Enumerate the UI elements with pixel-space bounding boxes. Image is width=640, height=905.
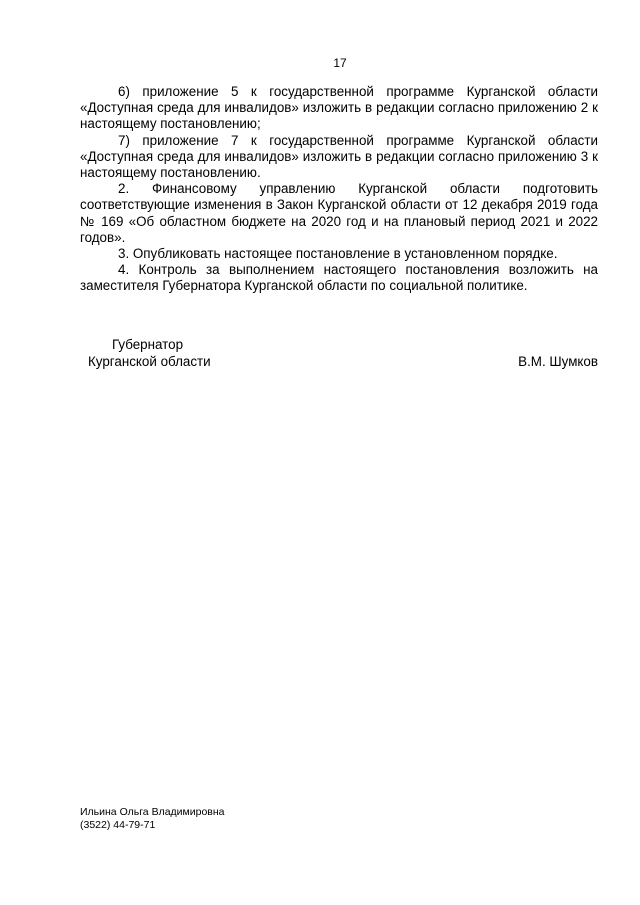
document-body bbox=[80, 84, 598, 295]
signature-row bbox=[80, 353, 598, 370]
page-number: 17 bbox=[333, 56, 347, 70]
executor-footer bbox=[80, 806, 225, 832]
paragraph-finance-department: 2. Финансовому управлению Курганской области подготовить соответствующие изменения в Закон Курганской области от 12 декабря 2019 года № 169 «Об областном бюджете на 2020 год и на плановый период 2021 и 2022 годов». bbox=[80, 181, 598, 245]
paragraph-item-7: 7) приложение 7 к государственной программе Курганской области «Доступная среда для инвалидов» изложить в редакции согласно приложению 3 к настоящему постановлению. bbox=[80, 132, 598, 181]
paragraph-publish: 3. Опубликовать настоящее постановление в установленном порядке. bbox=[118, 246, 558, 262]
signature-title-line1: Губернатор bbox=[112, 337, 184, 352]
paragraph-control: 4. Контроль за выполнением настоящего постановления возложить на заместителя Губернатора Курганской области по социальной политике. bbox=[80, 262, 598, 294]
signature-title-line2: Курганской области bbox=[88, 354, 211, 369]
executor-name: Ильина Ольга Владимировна bbox=[80, 806, 225, 818]
signature-block bbox=[80, 336, 598, 370]
signatory-name: В.М. Шумков bbox=[518, 354, 598, 369]
paragraph-item-6: 6) приложение 5 к государственной программе Курганской области «Доступная среда для инвалидов» изложить в редакции согласно приложению 2 к настоящему постановлению; bbox=[80, 84, 598, 132]
executor-phone: (3522) 44-79-71 bbox=[80, 819, 156, 831]
